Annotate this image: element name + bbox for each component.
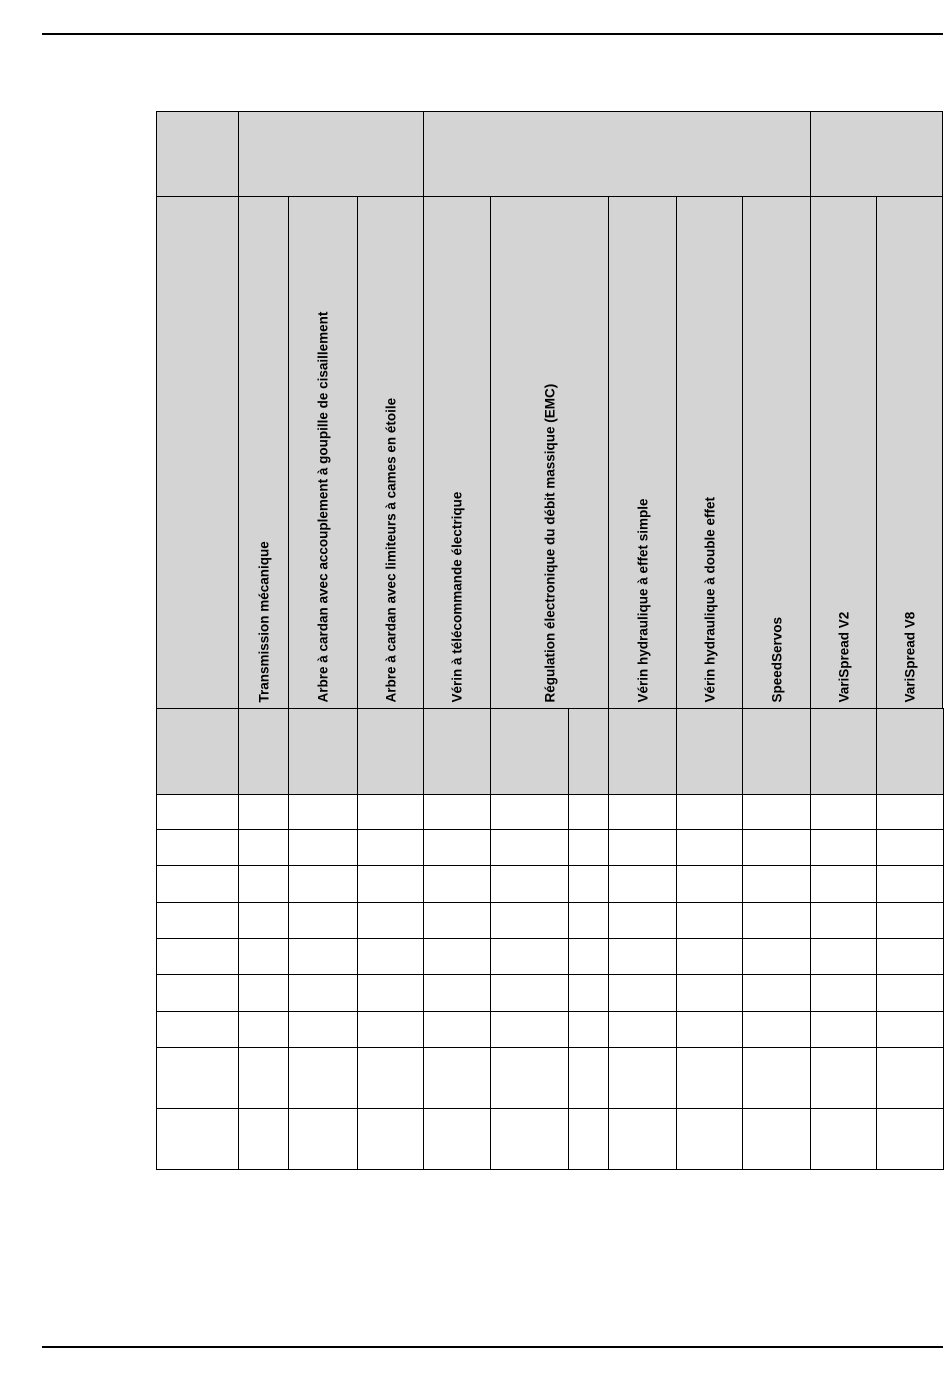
column-label: VariSpread V2 [835,611,851,702]
table-cell [288,1011,358,1048]
table-cell [608,829,677,866]
table-cell [357,938,424,975]
table-cell [608,1047,677,1109]
table-cell [490,974,569,1012]
table-cell [288,938,358,975]
table-cell [357,865,424,903]
table-cell [357,902,424,939]
table-cell [676,902,743,939]
table-cell [568,974,609,1012]
column-header [238,196,289,709]
table-cell [423,829,491,866]
table-cell [676,829,743,866]
table-cell [357,1108,424,1170]
table-cell [423,902,491,939]
table-cell [238,865,289,903]
header-cell [238,111,424,197]
table-cell [676,938,743,975]
table-cell [676,865,743,903]
table-cell [238,829,289,866]
table-cell [490,829,569,866]
column-label: Transmission mécanique [255,540,271,702]
column-header [876,196,943,709]
table-cell [676,1047,743,1109]
subheader-cell [490,708,569,795]
table-cell [876,829,944,866]
table-cell [810,829,877,866]
table-cell [810,1108,877,1170]
column-header [676,196,743,709]
subheader-cell [156,708,239,795]
table-cell [288,865,358,903]
column-header [810,196,877,709]
column-label: Vérin hydraulique à double effet [701,496,717,702]
table-cell [156,1108,239,1170]
table-cell [810,794,877,830]
table-cell [742,794,811,830]
table-cell [608,794,677,830]
table-cell [568,938,609,975]
table-cell [676,794,743,830]
table-cell [742,938,811,975]
table-cell [156,938,239,975]
column-header [288,196,358,709]
column-label: Vérin hydraulique à effet simple [634,497,650,702]
table-cell [810,902,877,939]
table-cell [357,1011,424,1048]
table-cell [238,902,289,939]
subheader-cell [676,708,743,795]
table-cell [238,974,289,1012]
column-header [156,196,239,709]
table-cell [876,902,944,939]
bottom-rule [42,1346,943,1348]
table-cell [568,1047,609,1109]
table-cell [810,1011,877,1048]
subheader-cell [423,708,491,795]
table-cell [357,829,424,866]
column-header [742,196,811,709]
table-cell [156,794,239,830]
table-cell [876,1108,944,1170]
table-cell [156,829,239,866]
table-cell [423,1047,491,1109]
table-cell [876,794,944,830]
table-cell [876,938,944,975]
column-header [357,196,424,709]
table-cell [490,1108,569,1170]
table-cell [238,794,289,830]
column-label: Vérin à télécommande électrique [449,491,465,702]
table-cell [742,974,811,1012]
header-cell [156,111,239,197]
table-cell [608,938,677,975]
table-cell [238,1108,289,1170]
table-cell [568,1011,609,1048]
subheader-cell [288,708,358,795]
table-cell [490,902,569,939]
column-label: SpeedServos [768,616,784,702]
table-cell [156,865,239,903]
table-cell [876,974,944,1012]
table-cell [742,829,811,866]
table-cell [423,865,491,903]
table-cell [156,902,239,939]
column-label: Arbre à cardan avec accouplement à goupille de cisaillement [315,311,331,702]
table-cell [288,902,358,939]
table-cell [568,902,609,939]
table-cell [238,938,289,975]
table-cell [742,902,811,939]
column-header [608,196,677,709]
column-header [423,196,491,709]
table-cell [288,1108,358,1170]
subheader-cell [568,708,609,795]
table-cell [423,794,491,830]
table-cell [490,794,569,830]
table-cell [810,938,877,975]
table-cell [568,829,609,866]
table-cell [357,794,424,830]
table-cell [238,1011,289,1048]
table-cell [568,794,609,830]
table-cell [423,1011,491,1048]
table-cell [156,1011,239,1048]
table-cell [676,974,743,1012]
table-cell [608,902,677,939]
table-cell [676,1108,743,1170]
table-cell [568,1108,609,1170]
table-cell [810,974,877,1012]
table-cell [288,829,358,866]
column-label: Arbre à cardan avec limiteurs à cames en étoile [382,397,398,702]
table-cell [608,1108,677,1170]
table-cell [238,1047,289,1109]
table-cell [876,865,944,903]
table-cell [288,1047,358,1109]
subheader-cell [876,708,944,795]
table-cell [608,974,677,1012]
table-cell [568,865,609,903]
subheader-cell [810,708,877,795]
header-cell [423,111,811,197]
table-cell [810,1047,877,1109]
table-cell [156,974,239,1012]
table-cell [676,1011,743,1048]
table-cell [608,1011,677,1048]
table-cell [608,865,677,903]
table-cell [742,865,811,903]
subheader-cell [357,708,424,795]
subheader-cell [608,708,677,795]
table-cell [742,1047,811,1109]
table-cell [156,1047,239,1109]
column-header [490,196,609,709]
table-cell [288,794,358,830]
table-cell [742,1108,811,1170]
table-cell [490,938,569,975]
table-cell [876,1011,944,1048]
table-cell [423,938,491,975]
table-cell [357,1047,424,1109]
table-cell [490,1047,569,1109]
table-cell [810,865,877,903]
table-cell [490,1011,569,1048]
header-cell [810,111,943,197]
subheader-cell [742,708,811,795]
table-cell [490,865,569,903]
subheader-cell [238,708,289,795]
table-cell [357,974,424,1012]
column-label: VariSpread V8 [901,611,917,702]
column-label: Régulation électronique du débit massique (EMC) [541,383,557,702]
table-cell [742,1011,811,1048]
table-cell [876,1047,944,1109]
table-cell [423,974,491,1012]
table-cell [423,1108,491,1170]
table-cell [288,974,358,1012]
